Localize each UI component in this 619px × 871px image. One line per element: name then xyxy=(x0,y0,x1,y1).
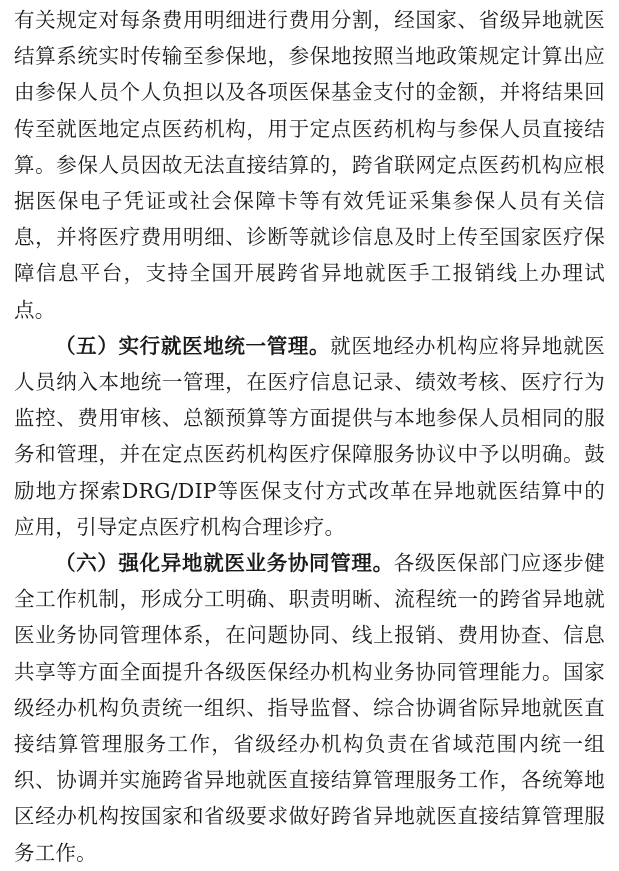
paragraph-text: 有关规定对每条费用明细进行费用分割，经国家、省级异地就医结算系统实时传输至参保地，参保地按照当地政策规定计算出应由参保人员个人负担以及各项医保基金支付的金额，并将结果回传至就医地定点医药机构，用于定点医药机构与参保人员直接结算。参保人员因故无法直接结算的，跨省联网定点医药机构应根据医保电子凭证或社会保障卡等有效凭证采集参保人员有关信息，并将医疗费用明细、诊断等就诊信息及时上传至国家医疗保障信息平台，支持全国开展跨省异地就医手工报销线上办理试点。 xyxy=(14,8,605,322)
section-heading: （五）实行就医地统一管理。 xyxy=(55,333,331,358)
paragraph-continued xyxy=(14,2,605,328)
paragraph-section-5 xyxy=(14,328,605,545)
paragraph-text: 就医地经办机构应将异地就医人员纳入本地统一管理，在医疗信息记录、绩效考核、医疗行为监控、费用审核、总额预算等方面提供与本地参保人员相同的服务和管理，并在定点医药机构医疗保障服务协议中予以明确。鼓励地方探索DRG/DIP等医保支付方式改革在异地就医结算中的应用，引导定点医疗机构合理诊疗。 xyxy=(14,333,605,539)
section-heading: （六）强化异地就医业务协同管理。 xyxy=(55,551,394,576)
paragraph-section-6 xyxy=(14,545,605,871)
paragraph-text: 各级医保部门应逐步健全工作机制，形成分工明确、职责明晰、流程统一的跨省异地就医业务协同管理体系，在问题协同、线上报销、费用协查、信息共享等方面全面提升各级医保经办机构业务协同管理能力。国家级经办机构负责统一组织、指导监督、综合协调省际异地就医直接结算管理服务工作，省级经办机构负责在省域范围内统一组织、协调并实施跨省异地就医直接结算管理服务工作，各统筹地区经办机构按国家和省级要求做好跨省异地就医直接结算管理服务工作。 xyxy=(14,551,605,865)
